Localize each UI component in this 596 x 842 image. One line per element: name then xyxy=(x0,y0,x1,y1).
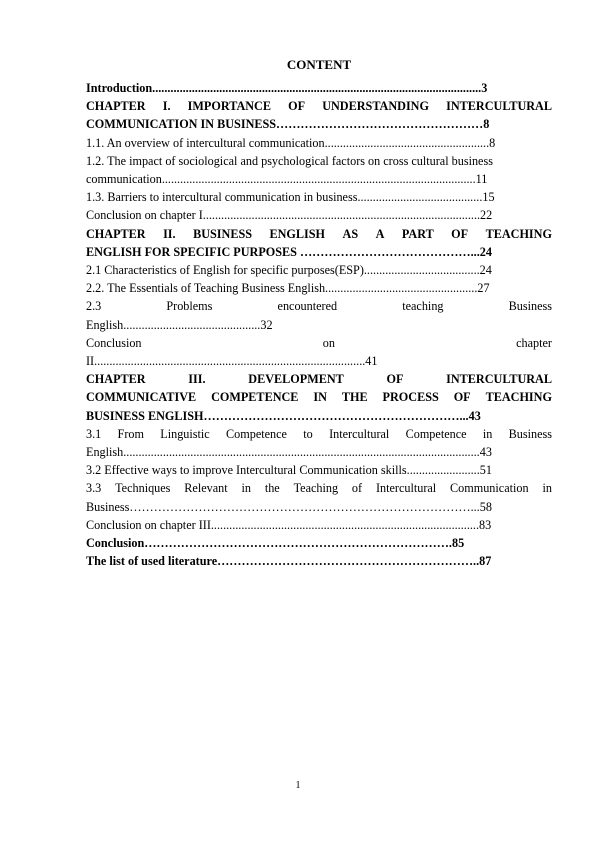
toc-word: to xyxy=(303,426,313,441)
toc-entry-chapter-3-line-2 xyxy=(86,388,552,406)
toc-word: of xyxy=(351,481,363,496)
table-of-contents xyxy=(86,57,552,570)
toc-entry-1-2-line-2: communication.......................................................................................................11 xyxy=(86,172,488,187)
toc-word: OF xyxy=(451,226,469,241)
toc-word: BUSINESS xyxy=(193,226,253,241)
toc-entry-3-3-line-2: Business…………………………………………………………………………...58 xyxy=(86,499,492,514)
toc-word: Techniques xyxy=(115,481,171,496)
toc-word: on xyxy=(322,335,335,350)
toc-entry-3-2: 3.2 Effective ways to improve Intercultural Communication skills........................51 xyxy=(86,463,492,478)
toc-word: Business xyxy=(508,299,552,314)
toc-entry-chapter-3-line-3: BUSINESS ENGLISH………………………………………………………...43 xyxy=(86,408,481,423)
toc-word: INTERCULTURAL xyxy=(446,99,552,114)
toc-word: COMPETENCE xyxy=(211,390,299,405)
toc-word: encountered xyxy=(277,299,338,314)
toc-word: Business xyxy=(508,426,552,441)
toc-word: INTERCULTURAL xyxy=(446,372,552,387)
toc-word: THE xyxy=(341,390,368,405)
toc-entry-conclusion-chapter-2-line-1 xyxy=(86,334,552,352)
toc-entry-chapter-1-line-2: COMMUNICATION IN BUSINESS……………………………………………8 xyxy=(86,117,490,132)
toc-entry-conclusion: Conclusion………………………………………………………………….85 xyxy=(86,536,465,551)
toc-word: Linguistic xyxy=(160,426,210,441)
toc-word: 3.3 xyxy=(86,481,102,496)
toc-word: OF xyxy=(288,99,306,114)
toc-entry-literature: The list of used literature………………………………………………………..87 xyxy=(86,554,492,569)
toc-word: CHAPTER xyxy=(86,226,146,241)
toc-word: Competence xyxy=(226,426,287,441)
toc-word: 2.3 xyxy=(86,299,102,314)
toc-word: III. xyxy=(188,372,206,387)
toc-entry-chapter-1-line-1 xyxy=(86,97,552,115)
toc-word: ENGLISH xyxy=(269,226,326,241)
toc-heading: CONTENT xyxy=(286,57,352,72)
toc-word: IN xyxy=(313,390,327,405)
toc-word: IMPORTANCE xyxy=(187,99,271,114)
toc-entry-2-3-line-1 xyxy=(86,297,552,315)
toc-entry-introduction: Introduction............................................................................................................3 xyxy=(86,81,488,95)
toc-word: TEACHING xyxy=(485,226,552,241)
toc-entry-conclusion-chapter-2-line-2: II.........................................................................................41 xyxy=(86,354,378,369)
page-number: 1 xyxy=(295,780,301,791)
toc-word: COMMUNICATIVE xyxy=(86,390,197,405)
toc-word: teaching xyxy=(402,299,444,314)
toc-word: CHAPTER xyxy=(86,99,146,114)
toc-entry-2-2: 2.2. The Essentials of Teaching Business English..................................................27 xyxy=(86,281,490,296)
toc-word: PART xyxy=(401,226,434,241)
toc-word: Intercultural xyxy=(329,426,390,441)
toc-entry-chapter-3-line-1 xyxy=(86,370,552,388)
toc-word: Communication xyxy=(450,481,529,496)
toc-word: 3.1 xyxy=(86,426,102,441)
toc-word: II. xyxy=(163,226,176,241)
toc-word: CHAPTER xyxy=(86,372,146,387)
toc-word: OF xyxy=(386,372,404,387)
toc-word: PROCESS xyxy=(382,390,439,405)
toc-entry-3-3-line-1 xyxy=(86,479,552,497)
toc-word: Conclusion xyxy=(86,335,142,350)
toc-entry-3-1-line-2: English.....................................................................................................................43 xyxy=(86,445,492,460)
toc-entry-conclusion-chapter-1: Conclusion on chapter I...........................................................................................22 xyxy=(86,208,493,223)
toc-word: DEVELOPMENT xyxy=(248,372,344,387)
toc-word: in xyxy=(241,481,251,496)
toc-entry-1-3: 1.3. Barriers to intercultural communication in business.........................................15 xyxy=(86,190,495,205)
toc-word: Competence xyxy=(405,426,467,441)
toc-word: From xyxy=(117,426,144,441)
toc-entry-conclusion-chapter-3: Conclusion on chapter III........................................................................................83 xyxy=(86,517,492,532)
toc-word: A xyxy=(375,226,385,241)
toc-entry-3-1-line-1 xyxy=(86,425,552,443)
toc-word: UNDERSTANDING xyxy=(322,99,429,114)
toc-entry-chapter-2-line-2: ENGLISH FOR SPECIFIC PURPOSES ……………………………………...24 xyxy=(86,244,492,259)
toc-word: in xyxy=(482,426,493,441)
toc-entry-1-1: 1.1. An overview of intercultural communication......................................................8 xyxy=(86,135,496,150)
toc-word: Problems xyxy=(166,299,213,314)
toc-word: Teaching xyxy=(293,481,339,496)
toc-entry-chapter-2-line-1 xyxy=(86,225,552,243)
toc-word: AS xyxy=(342,226,359,241)
toc-entry-2-3-line-2: English.............................................32 xyxy=(86,317,273,332)
toc-word: OF xyxy=(453,390,471,405)
toc-word: Relevant xyxy=(184,481,228,496)
toc-word: Intercultural xyxy=(375,481,437,496)
toc-entry-2-1: 2.1 Characteristics of English for specific purposes(ESP)......................................24 xyxy=(86,263,492,278)
toc-word: TEACHING xyxy=(485,390,552,405)
toc-word: in xyxy=(542,481,552,496)
toc-word: the xyxy=(264,481,280,496)
toc-word: chapter xyxy=(516,335,552,350)
toc-word: I. xyxy=(162,99,171,114)
toc-entry-1-2-line-1: 1.2. The impact of sociological and psychological factors on cross cultural business xyxy=(86,153,493,168)
